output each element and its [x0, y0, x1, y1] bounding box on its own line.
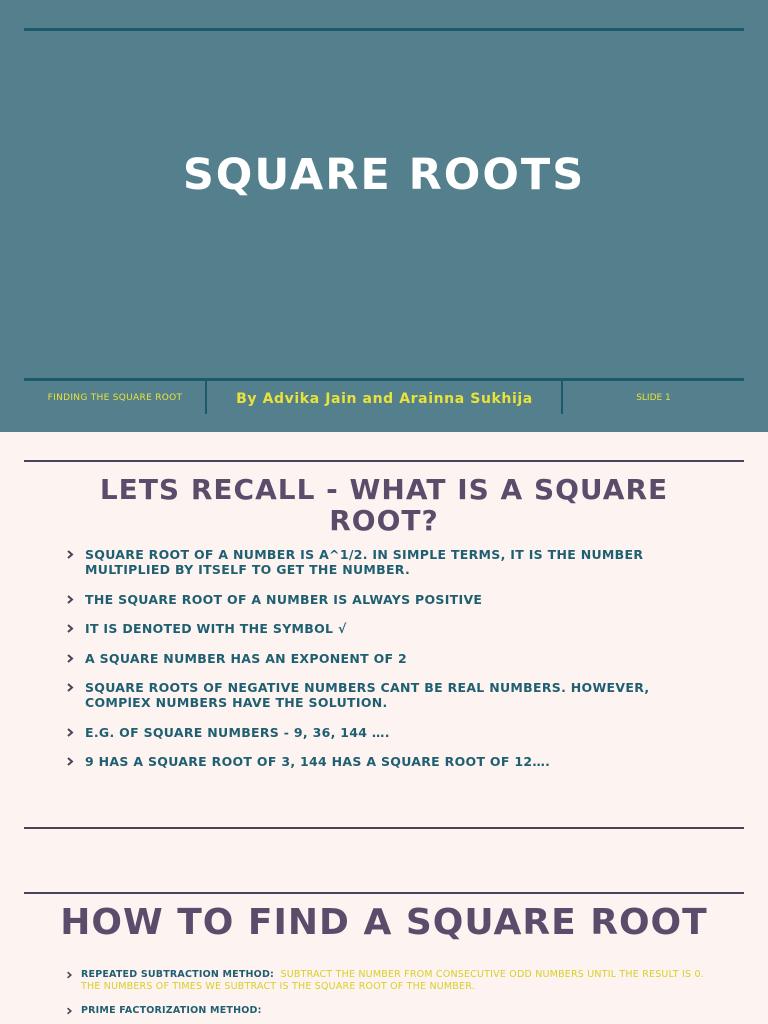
chevron-right-icon	[66, 1005, 74, 1017]
list-item	[66, 592, 666, 607]
method-description: SUBTRACT THE NUMBER FROM CONSECUTIVE ODD NUMBERS UNTIL THE RESULT IS 0. THE NUMBERS OF TIMES WE SUBTRACT IS THE SQUARE ROOT OF THE NUMBER.	[81, 969, 704, 992]
chevron-right-icon	[66, 621, 76, 636]
method-label: PRIME FACTORIZATION METHOD:	[81, 1005, 262, 1016]
list-item	[66, 547, 666, 577]
chevron-right-icon	[66, 651, 76, 666]
method-label: REPEATED SUBTRACTION METHOD:	[81, 969, 275, 980]
slide-heading: LETS RECALL - WHAT IS A SQUARE ROOT?	[99, 473, 669, 537]
chevron-right-icon	[66, 680, 76, 695]
list-item	[66, 651, 666, 666]
top-rule	[24, 892, 744, 894]
chevron-right-icon	[66, 592, 76, 607]
bullet-list	[66, 547, 666, 784]
footer-slide-number: SLIDE 1	[636, 392, 671, 403]
list-item	[66, 1005, 706, 1017]
chevron-right-icon	[66, 725, 76, 740]
footer-section-title: FINDING THE SQUARE ROOT	[47, 392, 183, 403]
footer-authors: By Advika Jain and Arainna Sukhija	[236, 390, 533, 407]
chevron-right-icon	[66, 754, 76, 769]
bottom-rule	[24, 827, 744, 829]
list-item	[66, 680, 666, 710]
bullet-text: THE SQUARE ROOT OF A NUMBER IS ALWAYS POSITIVE	[85, 591, 483, 607]
top-rule	[24, 460, 744, 462]
recall-slide	[0, 432, 768, 862]
bullet-text: SQUARE ROOT OF A NUMBER IS A^1/2. IN SIMPLE TERMS, IT IS THE NUMBER MULTIPLIED BY ITSELF TO GET THE NUMBER.	[85, 547, 644, 577]
list-item	[66, 754, 666, 769]
methods-slide	[0, 862, 768, 1024]
list-item	[66, 725, 666, 740]
bullet-text: A SQUARE NUMBER HAS AN EXPONENT OF 2	[85, 650, 407, 666]
bullet-text: E.G. OF SQUARE NUMBERS - 9, 36, 144 ….	[85, 724, 390, 740]
bullet-text: IT IS DENOTED WITH THE SYMBOL √	[85, 621, 347, 636]
bullet-text: SQUARE ROOTS OF NEGATIVE NUMBERS CANT BE REAL NUMBERS. HOWEVER, COMPlEX NUMBERS HAVE THE SOLUTION.	[85, 680, 650, 710]
top-rule	[24, 28, 744, 31]
chevron-right-icon	[66, 547, 76, 562]
slide-title: SQUARE ROOTS	[182, 150, 586, 200]
list-item	[66, 621, 666, 636]
slide-heading: HOW TO FIND A SQUARE ROOT	[60, 902, 708, 943]
bullet-list	[66, 969, 706, 1024]
list-item	[66, 969, 706, 993]
bullet-text: 9 HAS A SQUARE ROOT OF 3, 144 HAS A SQUARE ROOT OF 12….	[85, 754, 551, 769]
title-slide	[0, 0, 768, 432]
chevron-right-icon	[66, 969, 74, 981]
